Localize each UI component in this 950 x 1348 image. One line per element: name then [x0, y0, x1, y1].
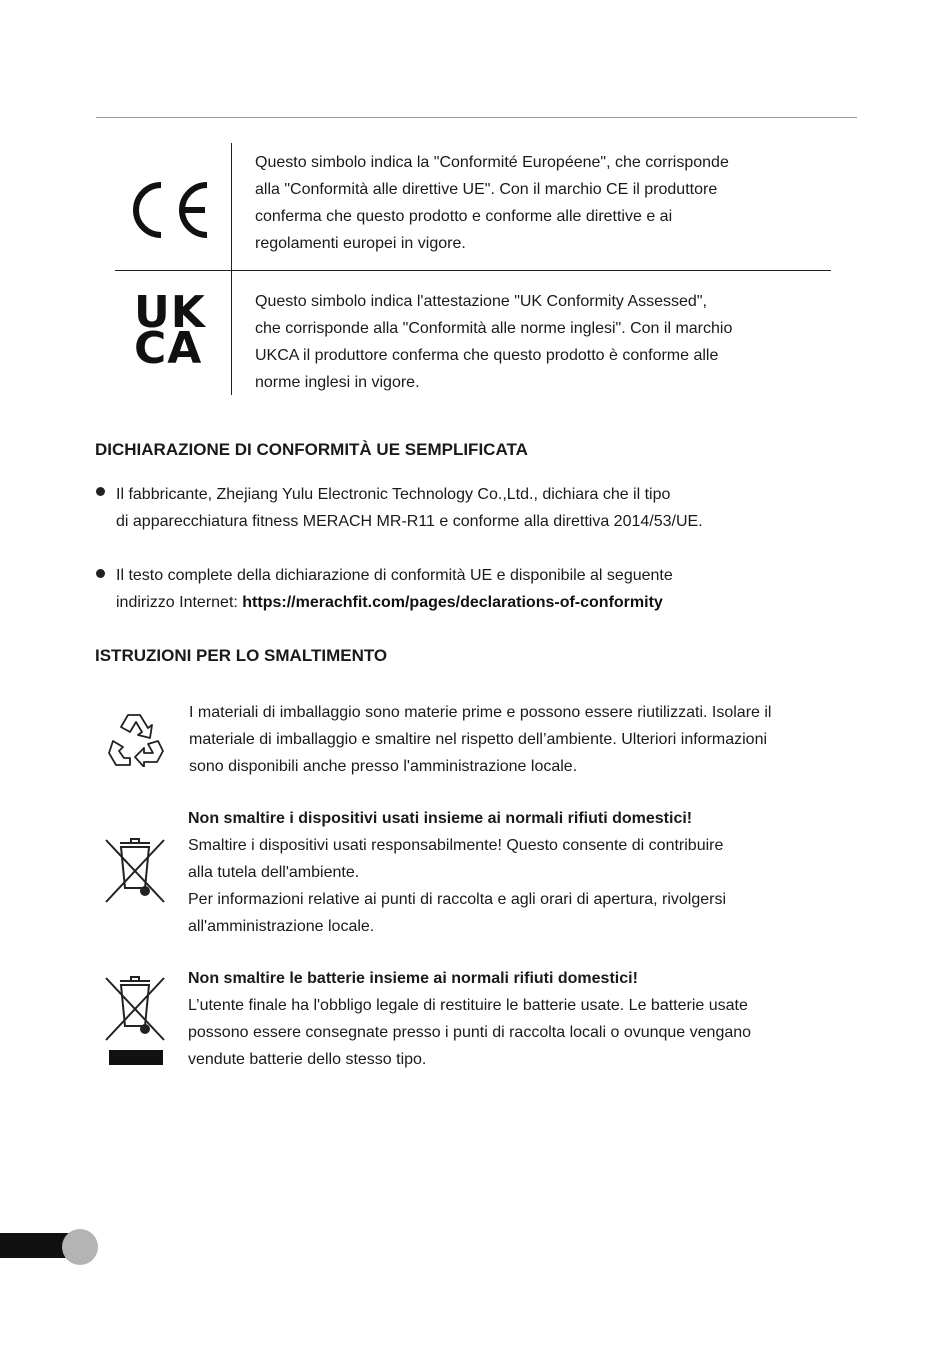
top-divider: [96, 117, 857, 118]
bullet-line: di apparecchiatura fitness MERACH MR-R11 e conforme alla direttiva 2014/53/UE.: [116, 513, 703, 530]
packaging-line: I materiali di imballaggio sono materie prime e possono essere riutilizzati. Isolare il: [189, 704, 772, 721]
ukca-mark-line1: UK: [134, 287, 206, 338]
symbol-table: [115, 143, 831, 395]
batteries-title: Non smaltire le batterie insieme ai normali rifiuti domestici!: [188, 970, 638, 987]
ukca-line: UKCA il produttore conferma che questo prodotto è conforme alle: [255, 347, 719, 364]
ukca-mark: [134, 287, 206, 374]
packaging-line: materiale di imballaggio e smaltire nel rispetto dell’ambiente. Ulteriori informazioni: [189, 731, 768, 748]
conformity-url-link[interactable]: https://merachfit.com/pages/declarations-of-conformity: [242, 594, 663, 611]
ukca-line: Questo simbolo indica l'attestazione "UK Conformity Assessed",: [255, 293, 707, 310]
declaration-bullet-2: [116, 562, 673, 616]
devices-line: Per informazioni relative ai punti di raccolta e agli orari di apertura, rivolgersi: [188, 891, 727, 908]
ukca-mark-line2: CA: [134, 323, 203, 374]
ce-line: regolamenti europei in vigore.: [255, 235, 466, 252]
table-vertical-rule: [231, 143, 232, 395]
batteries-line: possono essere consegnate presso i punti di raccolta locali o ovunque vengano: [188, 1024, 752, 1041]
crossed-bin-bar-icon: [104, 976, 166, 1066]
declaration-bullet-1: [116, 481, 703, 535]
ukca-description: [255, 288, 732, 396]
disposal-heading: ISTRUZIONI PER LO SMALTIMENTO: [95, 646, 388, 665]
devices-title: Non smaltire i dispositivi usati insieme ai normali rifiuti domestici!: [188, 810, 693, 827]
ce-line: conferma che questo prodotto e conforme alle direttive e ai: [255, 208, 673, 225]
batteries-line: L’utente finale ha l'obbligo legale di restituire le batterie usate. Le batterie usate: [188, 997, 748, 1014]
ce-mark-icon: [125, 179, 211, 241]
recycle-icon: [106, 711, 166, 767]
devices-line: Smaltire i dispositivi usati responsabilmente! Questo consente di contribuire: [188, 837, 724, 854]
ce-line: Questo simbolo indica la "Conformité Européene", che corrisponde: [255, 154, 729, 171]
bullet-line: Il testo complete della dichiarazione di conformità UE e disponibile al seguente: [116, 567, 673, 584]
ce-line: alla "Conformità alle direttive UE". Con il marchio CE il produttore: [255, 181, 718, 198]
ce-description: [255, 149, 729, 257]
batteries-line: vendute batterie dello stesso tipo.: [188, 1051, 427, 1068]
bullet-line: Il fabbricante, Zhejiang Yulu Electronic Technology Co.,Ltd., dichiara che il tipo: [116, 486, 671, 503]
table-horizontal-rule: [115, 270, 831, 271]
declaration-heading: DICHIARAZIONE DI CONFORMITÀ UE SEMPLIFICATA: [95, 440, 528, 459]
crossed-bin-icon: [104, 838, 166, 904]
url-prefix: indirizzo Internet:: [116, 594, 243, 611]
page-number-circle: [62, 1229, 98, 1265]
packaging-text: [189, 699, 771, 780]
bullet-icon: [96, 487, 105, 496]
devices-section: [188, 805, 726, 940]
bullet-icon: [96, 569, 105, 578]
devices-line: all'amministrazione locale.: [188, 918, 375, 935]
ukca-line: norme inglesi in vigore.: [255, 374, 420, 391]
batteries-section: [188, 965, 751, 1073]
devices-line: alla tutela dell'ambiente.: [188, 864, 360, 881]
packaging-line: sono disponibili anche presso l'amministrazione locale.: [189, 758, 578, 775]
ukca-line: che corrisponde alla "Conformità alle norme inglesi". Con il marchio: [255, 320, 733, 337]
bullet-line: [116, 589, 673, 616]
